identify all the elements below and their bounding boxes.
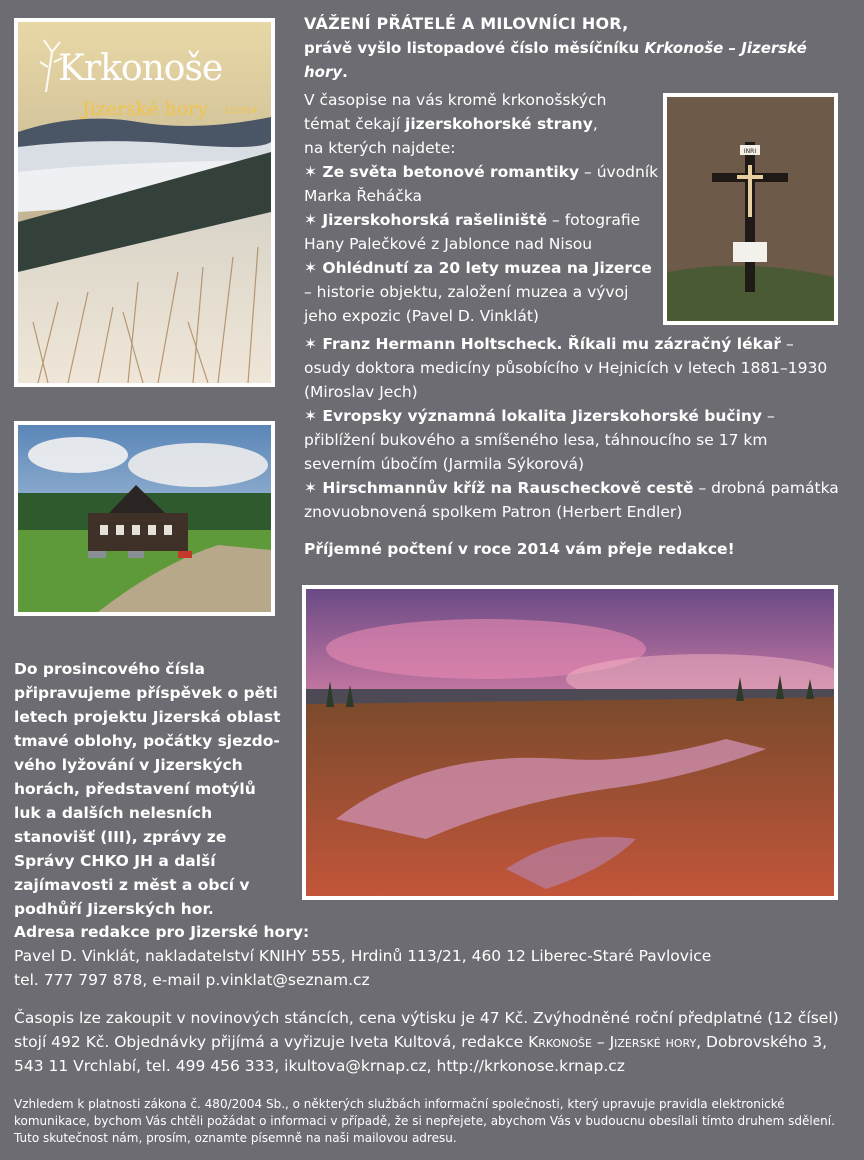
contents-item [304, 160, 659, 208]
contents-item-text: – drobná památka znovuobnovená spolkem Patron (Herbert Endler) [304, 479, 839, 521]
address-line-2: tel. 777 797 878, e-mail p.vinklat@seznam.cz [14, 971, 370, 989]
intro-lead-text: právě vyšlo listopadové číslo měsíčníku [304, 39, 645, 57]
contents-item [304, 332, 844, 404]
address-line-1: Pavel D. Vinklát, nakladatelství KNIHY 555, Hrdinů 113/21, 460 12 Liberec-Staré Pavlovice [14, 947, 712, 965]
contents-intro-comma: , [592, 115, 598, 133]
contents-item [304, 256, 659, 328]
contents-block [304, 88, 659, 328]
intro-lead-end: . [342, 63, 348, 81]
magazine-cover-image [14, 18, 275, 387]
contents-item-text: – fotografie Hany Palečkové z Jablonce nad Nisou [304, 211, 641, 253]
cross-photo [663, 93, 838, 325]
contents-item-text: – historie objektu, založení muzea a vývoj jeho expozic (Pavel D. Vinklát) [304, 283, 629, 325]
contents-item-title: Evropsky významná lokalita Jizerskohorské bučiny [322, 407, 763, 425]
cover-subtitle: Jizerské hory [82, 98, 209, 120]
cover-issue: 11/2014 [224, 106, 258, 115]
purchase-text: Časopis lze zakoupit v novinových stáncích, cena výtisku je 47 Kč. Zvýhodněné roční předplatné (12 čísel) stojí 492 Kč. Objednávky přijímá a vyřizuje Iveta Kultová, redakce [14, 1009, 839, 1051]
cover-title: Krkonoše [58, 48, 223, 89]
star-icon: ✶ [304, 479, 323, 497]
contents-item-title: Franz Hermann Holtscheck. Říkali mu zázračný lékař [322, 335, 782, 353]
address-heading: Adresa redakce pro Jizerské hory: [14, 923, 310, 941]
cross-sign-text: INRI [743, 148, 757, 155]
contents-item-text: – přiblížení bukového a smíšeného lesa, táhnoucího se 17 km severním úbočím (Jarmila Sýkorová) [304, 407, 775, 473]
intro-lead [304, 36, 854, 84]
contents-intro-line-2 [304, 112, 659, 136]
december-issue-preview: Do prosincového čísla připravujeme příspěvek o pěti letech projektu Jizerská oblast tmavé oblohy, počátky sjezdo-vého lyžování v Jizerských horách, představení motýlů luk a dalších nelesních stanovišť (III), zprávy ze Správy CHKO JH a další zajímavosti z měst a obcí v podhůří Jizerských hor. [14, 660, 281, 918]
editorial-address [14, 920, 854, 992]
contents-block-wide [304, 332, 844, 524]
intro-block [304, 12, 854, 84]
star-icon: ✶ [304, 407, 323, 425]
contents-item-text: – osudy doktora medicíny působícího v Hejnicích v letech 1881–1930 (Miroslav Jech) [304, 335, 828, 401]
intro-heading: VÁŽENÍ PŘÁTELÉ A MILOVNÍCI HOR, [304, 14, 629, 33]
contents-item-text: – úvodník Marka Řeháčka [304, 163, 659, 205]
contents-item-title: Ohlédnutí za 20 lety muzea na Jizerce [322, 259, 652, 277]
purchase-contact: , Dobrovského 3, 543 11 Vrchlabí, tel. 499 456 333, ikultova@krnap.cz, http://krkonose.krnap.cz [14, 1033, 828, 1075]
greeting: Příjemné počtení v roce 2014 vám přeje redakce! [304, 540, 735, 558]
purchase-magazine-name: Krkonoše – Jizerské hory [528, 1033, 697, 1051]
contents-item [304, 476, 844, 524]
contents-intro-line-1: V časopise na vás kromě krkonošských [304, 91, 607, 109]
contents-intro-line-3: na kterých najdete: [304, 139, 456, 157]
intro-magazine-name: Krkonoše – Jizerské hory [304, 39, 807, 81]
contents-item-title: Jizerskohorská rašeliniště [322, 211, 548, 229]
chalet-photo [14, 421, 275, 616]
contents-item-title: Hirschmannův kříž na Rauscheckově cestě [322, 479, 694, 497]
contents-item [304, 404, 844, 476]
contents-intro-highlight: jizerskohorské strany [405, 115, 593, 133]
purchase-info [14, 1006, 854, 1078]
legal-notice: Vzhledem k platnosti zákona č. 480/2004 Sb., o některých službách informační společnosti, který upravuje pravidla elektronické komunikace, bychom Vás chtěli požádat o informaci v případě, že si nepřejete, abychom Vás v budoucnu obesílali tímto druhem sdělení. Tuto skutečnost nám, prosím, oznamte písemně na naši mailovou adresu. [14, 1097, 835, 1145]
star-icon: ✶ [304, 211, 323, 229]
star-icon: ✶ [304, 335, 323, 353]
contents-intro-text: témat čekají [304, 115, 406, 133]
contents-item [304, 208, 659, 256]
contents-item-title: Ze světa betonové romantiky [322, 163, 580, 181]
star-icon: ✶ [304, 259, 323, 277]
star-icon: ✶ [304, 163, 323, 181]
peat-bog-sunset-photo [302, 585, 838, 900]
